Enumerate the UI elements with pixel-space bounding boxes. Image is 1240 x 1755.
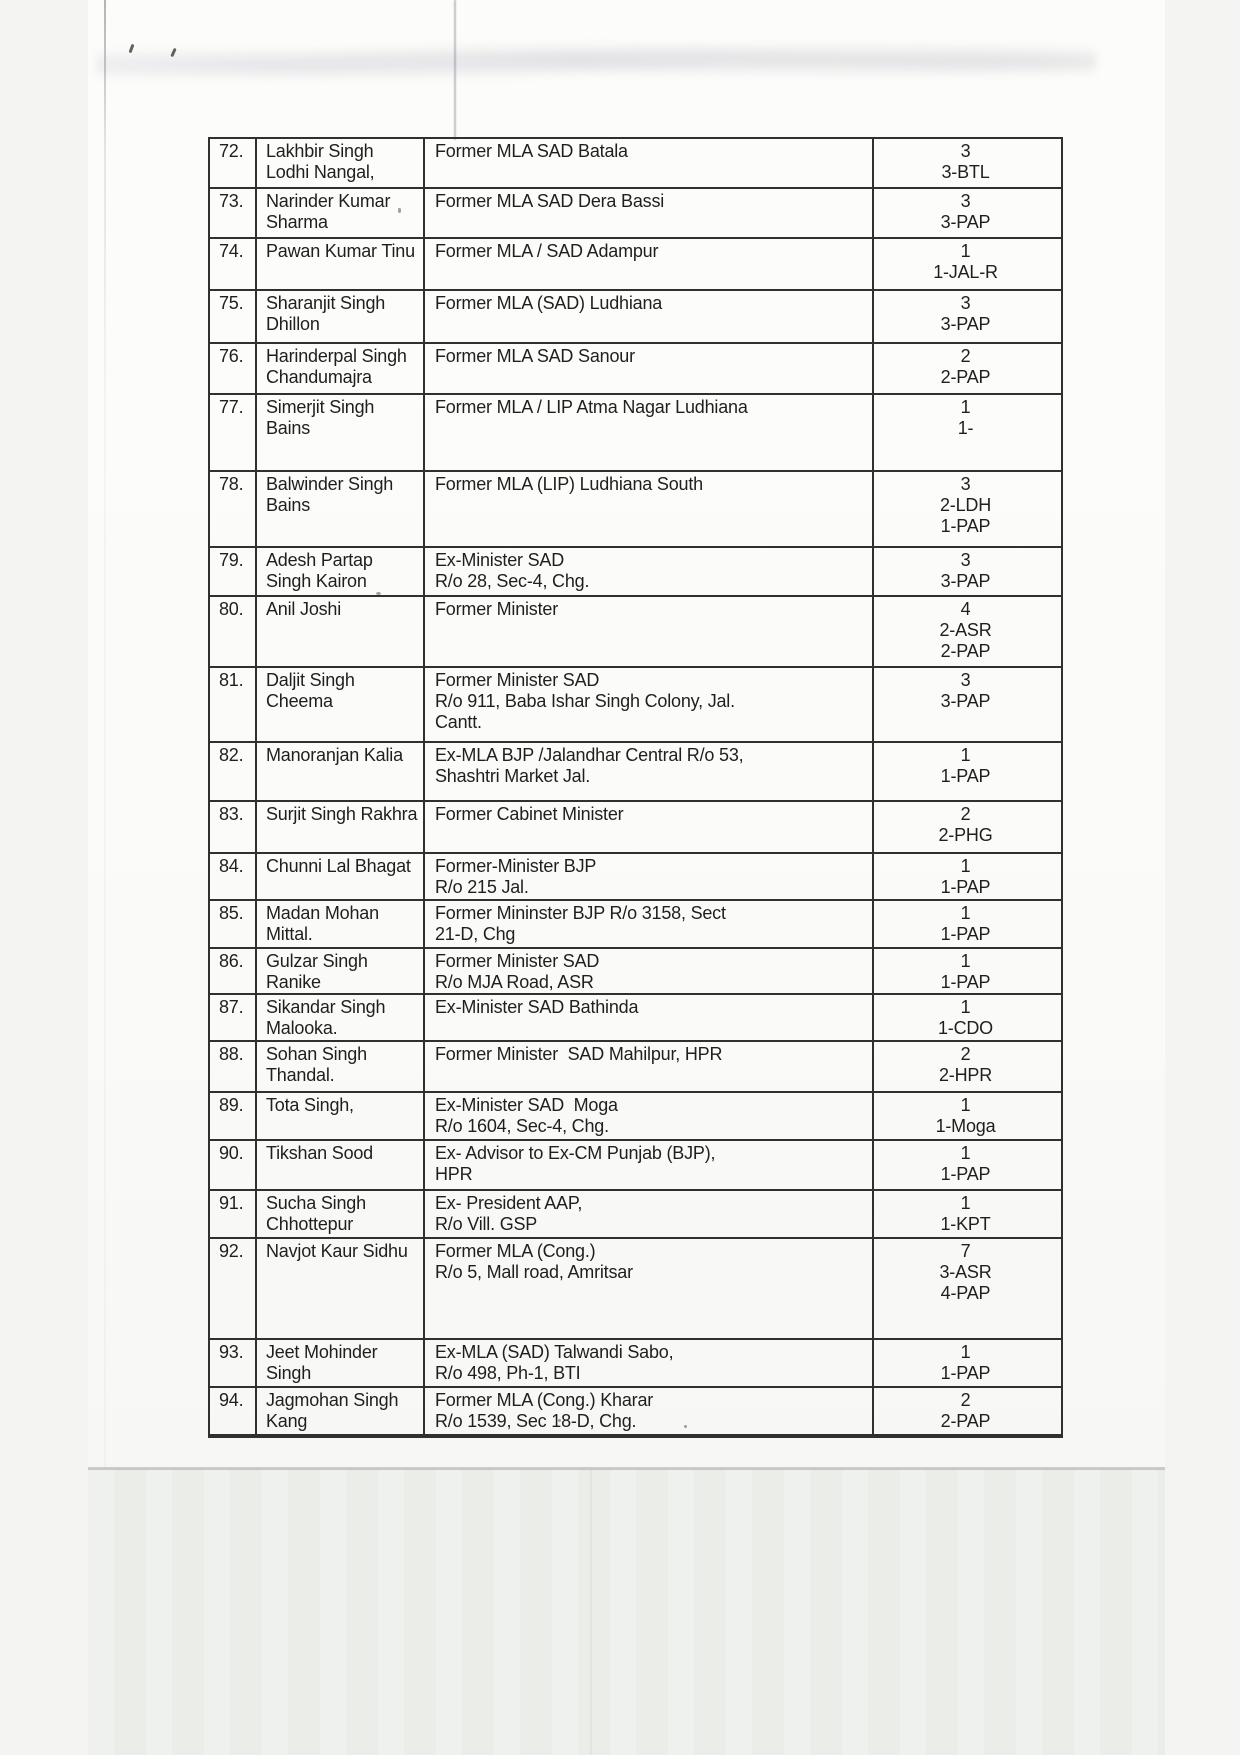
count-cell	[874, 291, 1057, 342]
count-cell	[874, 1141, 1057, 1189]
table-row	[210, 743, 1061, 802]
serial-line: 78.	[219, 474, 244, 494]
serial-cell	[210, 743, 257, 800]
name-cell	[257, 1340, 425, 1386]
name-line: Manoranjan Kalia	[266, 745, 403, 765]
count-line: 1-PAP	[940, 1363, 991, 1383]
description-cell	[425, 854, 874, 899]
name-cell	[257, 291, 425, 342]
name-line: Tota Singh,	[266, 1095, 354, 1115]
description-cell	[425, 1093, 874, 1139]
count-line: 3	[960, 293, 971, 313]
name-line: Tikshan Sood	[266, 1143, 373, 1163]
count-line: 1	[960, 1095, 971, 1115]
name-line: Singh Kairon	[266, 571, 367, 591]
name-cell	[257, 1042, 425, 1091]
name-cell	[257, 854, 425, 899]
description-line: Former Minister SAD	[435, 951, 600, 971]
table-row	[210, 395, 1061, 472]
count-line: 1	[960, 1342, 971, 1362]
count-line: 1-Moga	[935, 1116, 996, 1136]
serial-line: 93.	[219, 1342, 244, 1362]
scanner-backing	[88, 1469, 1165, 1755]
count-cell	[874, 139, 1057, 187]
serial-line: 83.	[219, 804, 244, 824]
description-cell	[425, 597, 874, 666]
description-cell	[425, 668, 874, 741]
serial-line: 89.	[219, 1095, 244, 1115]
table-row	[210, 548, 1061, 597]
description-line: R/o 911, Baba Ishar Singh Colony, Jal.	[435, 691, 735, 711]
serial-cell	[210, 344, 257, 393]
description-line: Ex- Advisor to Ex-CM Punjab (BJP),	[435, 1143, 716, 1163]
count-line: 3	[960, 191, 971, 211]
serial-line: 88.	[219, 1044, 244, 1064]
count-cell	[874, 901, 1057, 947]
count-line: 1-JAL-R	[933, 262, 998, 282]
count-cell	[874, 597, 1057, 666]
name-line: Pawan Kumar Tinu	[266, 241, 415, 261]
count-line: 1	[960, 241, 971, 261]
name-cell	[257, 139, 425, 187]
name-line: Lodhi Nangal,	[266, 162, 375, 182]
description-line: Former Mininster BJP R/o 3158, Sect	[435, 903, 726, 923]
serial-cell	[210, 291, 257, 342]
name-line: Mittal.	[266, 924, 313, 944]
description-line: R/o 215 Jal.	[435, 877, 529, 897]
serial-line: 85.	[219, 903, 244, 923]
description-line: Shashtri Market Jal.	[435, 766, 591, 786]
backing-crease-line	[590, 1470, 592, 1755]
count-cell	[874, 1191, 1057, 1237]
name-line: Cheema	[266, 691, 333, 711]
table-row	[210, 668, 1061, 743]
count-line: 1	[960, 903, 971, 923]
name-line: Chhottepur	[266, 1214, 354, 1234]
count-line: 1	[960, 1143, 971, 1163]
description-line: R/o 5, Mall road, Amritsar	[435, 1262, 633, 1282]
serial-cell	[210, 239, 257, 289]
count-line: 1-PAP	[940, 877, 991, 897]
name-line: Anil Joshi	[266, 599, 342, 619]
table-row	[210, 995, 1061, 1042]
count-line: 1	[960, 997, 971, 1017]
count-line: 3	[960, 550, 971, 570]
table-row	[210, 189, 1061, 239]
name-cell	[257, 1388, 425, 1434]
serial-line: 84.	[219, 856, 244, 876]
serial-line: 77.	[219, 397, 244, 417]
count-line: 3	[960, 141, 971, 161]
description-line: R/o 1604, Sec-4, Chg.	[435, 1116, 609, 1136]
name-line: Dhillon	[266, 314, 320, 334]
description-cell	[425, 901, 874, 947]
count-line: 4	[960, 599, 971, 619]
name-cell	[257, 1141, 425, 1189]
count-line: 1-PAP	[940, 924, 991, 944]
count-cell	[874, 395, 1057, 470]
name-cell	[257, 395, 425, 470]
description-cell	[425, 1239, 874, 1338]
count-line: 7	[960, 1241, 971, 1261]
description-cell	[425, 239, 874, 289]
serial-cell	[210, 548, 257, 595]
description-line: Cantt.	[435, 712, 482, 732]
scan-smudge-band	[96, 38, 1096, 82]
description-line: Former MLA SAD Dera Bassi	[435, 191, 665, 211]
count-line: 1-PAP	[940, 766, 991, 786]
name-line: Sharma	[266, 212, 328, 232]
table-row	[210, 472, 1061, 548]
description-cell	[425, 949, 874, 993]
description-cell	[425, 291, 874, 342]
count-cell	[874, 995, 1057, 1040]
count-line: 2-HPR	[938, 1065, 992, 1085]
count-cell	[874, 239, 1057, 289]
count-line: 3-BTL	[941, 162, 990, 182]
count-cell	[874, 1340, 1057, 1386]
serial-cell	[210, 1093, 257, 1139]
description-line: Ex-MLA BJP /Jalandhar Central R/o 53,	[435, 745, 744, 765]
serial-line: 87.	[219, 997, 244, 1017]
description-line: Former Cabinet Minister	[435, 804, 624, 824]
count-cell	[874, 1093, 1057, 1139]
description-line: Former MLA (LIP) Ludhiana South	[435, 474, 703, 494]
description-line: Former MLA / SAD Adampur	[435, 241, 659, 261]
description-line: Former-Minister BJP	[435, 856, 597, 876]
name-line: Singh	[266, 1363, 312, 1383]
count-line: 1	[960, 951, 971, 971]
name-line: Chandumajra	[266, 367, 372, 387]
description-cell	[425, 548, 874, 595]
count-cell	[874, 743, 1057, 800]
name-line: Sharanjit Singh	[266, 293, 386, 313]
description-cell	[425, 395, 874, 470]
description-cell	[425, 139, 874, 187]
description-line: Former MLA SAD Sanour	[435, 346, 635, 366]
table-row	[210, 1042, 1061, 1093]
count-line: 2-PAP	[940, 641, 991, 661]
count-line: 2	[960, 346, 971, 366]
table-row	[210, 901, 1061, 949]
serial-line: 91.	[219, 1193, 244, 1213]
count-line: 2-PAP	[940, 367, 991, 387]
name-line: Sikandar Singh	[266, 997, 386, 1017]
serial-line: 76.	[219, 346, 244, 366]
description-line: Former Minister	[435, 599, 559, 619]
serial-line: 75.	[219, 293, 244, 313]
count-line: 3-ASR	[939, 1262, 992, 1282]
description-line: R/o MJA Road, ASR	[435, 972, 594, 992]
count-line: 3	[960, 670, 971, 690]
count-cell	[874, 802, 1057, 852]
count-line: 1	[960, 1193, 971, 1213]
serial-line: 74.	[219, 241, 244, 261]
count-cell	[874, 1239, 1057, 1338]
table-row	[210, 139, 1061, 189]
name-line: Thandal.	[266, 1065, 335, 1085]
count-line: 2-PHG	[938, 825, 993, 845]
count-line: 1-KPT	[940, 1214, 991, 1234]
table-row	[210, 344, 1061, 395]
count-cell	[874, 189, 1057, 237]
description-line: R/o Vill. GSP	[435, 1214, 538, 1234]
description-cell	[425, 1141, 874, 1189]
count-line: 2-PAP	[940, 1411, 991, 1431]
description-cell	[425, 802, 874, 852]
table-row	[210, 1093, 1061, 1141]
name-line: Narinder Kumar	[266, 191, 391, 211]
description-cell	[425, 344, 874, 393]
serial-cell	[210, 1239, 257, 1338]
description-cell	[425, 472, 874, 546]
table-row	[210, 597, 1061, 668]
count-line: 1	[960, 856, 971, 876]
count-cell	[874, 1388, 1057, 1434]
description-line: Ex-MLA (SAD) Talwandi Sabo,	[435, 1342, 674, 1362]
name-cell	[257, 949, 425, 993]
name-line: Bains	[266, 495, 311, 515]
name-line: Chunni Lal Bhagat	[266, 856, 411, 876]
description-line: Former MLA (Cong.)	[435, 1241, 596, 1261]
serial-cell	[210, 1141, 257, 1189]
fold-crease-line	[454, 0, 456, 140]
count-line: 1-PAP	[940, 516, 991, 536]
serial-line: 82.	[219, 745, 244, 765]
description-line: Former MLA / LIP Atma Nagar Ludhiana	[435, 397, 748, 417]
count-cell	[874, 1042, 1057, 1091]
count-line: 1-CDO	[937, 1018, 993, 1038]
count-line: 3-PAP	[940, 212, 991, 232]
description-line: R/o 498, Ph-1, BTI	[435, 1363, 581, 1383]
name-line: Balwinder Singh	[266, 474, 394, 494]
serial-cell	[210, 395, 257, 470]
description-cell	[425, 743, 874, 800]
mla-table	[208, 137, 1063, 1438]
serial-line: 72.	[219, 141, 244, 161]
description-cell	[425, 995, 874, 1040]
mla-table-body	[210, 139, 1061, 1436]
serial-cell	[210, 802, 257, 852]
name-cell	[257, 472, 425, 546]
serial-cell	[210, 854, 257, 899]
name-cell	[257, 239, 425, 289]
serial-line: 92.	[219, 1241, 244, 1261]
serial-line: 73.	[219, 191, 244, 211]
name-line: Malooka.	[266, 1018, 338, 1038]
table-row	[210, 802, 1061, 854]
count-line: 1	[960, 745, 971, 765]
serial-cell	[210, 189, 257, 237]
description-cell	[425, 1388, 874, 1434]
name-cell	[257, 743, 425, 800]
serial-line: 90.	[219, 1143, 244, 1163]
serial-cell	[210, 472, 257, 546]
serial-cell	[210, 1388, 257, 1434]
table-row	[210, 291, 1061, 344]
description-line: R/o 28, Sec-4, Chg.	[435, 571, 590, 591]
name-line: Kang	[266, 1411, 308, 1431]
count-line: 3	[960, 474, 971, 494]
count-cell	[874, 668, 1057, 741]
name-line: Bains	[266, 418, 311, 438]
name-line: Jagmohan Singh	[266, 1390, 399, 1410]
description-cell	[425, 1191, 874, 1237]
count-line: 1-	[957, 418, 974, 438]
description-line: 21-D, Chg	[435, 924, 516, 944]
name-cell	[257, 668, 425, 741]
name-cell	[257, 548, 425, 595]
count-line: 3-PAP	[940, 571, 991, 591]
name-line: Navjot Kaur Sidhu	[266, 1241, 408, 1261]
serial-cell	[210, 995, 257, 1040]
table-row	[210, 1340, 1061, 1388]
description-cell	[425, 189, 874, 237]
count-line: 3-PAP	[940, 314, 991, 334]
serial-cell	[210, 1191, 257, 1237]
count-line: 2-LDH	[939, 495, 991, 515]
count-line: 3-PAP	[940, 691, 991, 711]
name-cell	[257, 802, 425, 852]
count-cell	[874, 949, 1057, 993]
description-line: Ex-Minister SAD	[435, 550, 565, 570]
description-line: Former Minister SAD Mahilpur, HPR	[435, 1044, 723, 1064]
description-line: Former MLA (SAD) Ludhiana	[435, 293, 663, 313]
name-line: Madan Mohan	[266, 903, 379, 923]
name-cell	[257, 1239, 425, 1338]
serial-line: 94.	[219, 1390, 244, 1410]
description-line: Ex- President AAP,	[435, 1193, 583, 1213]
serial-cell	[210, 949, 257, 993]
table-row	[210, 1388, 1061, 1436]
name-cell	[257, 1191, 425, 1237]
count-line: 2	[960, 804, 971, 824]
name-line: Simerjit Singh	[266, 397, 375, 417]
name-line: Gulzar Singh	[266, 951, 368, 971]
serial-line: 80.	[219, 599, 244, 619]
description-line: Ex-Minister SAD Moga	[435, 1095, 618, 1115]
serial-cell	[210, 1340, 257, 1386]
table-row	[210, 239, 1061, 291]
count-cell	[874, 854, 1057, 899]
description-line: Ex-Minister SAD Bathinda	[435, 997, 639, 1017]
name-cell	[257, 995, 425, 1040]
count-line: 1-PAP	[940, 1164, 991, 1184]
serial-cell	[210, 597, 257, 666]
description-line: Former MLA SAD Batala	[435, 141, 628, 161]
description-cell	[425, 1340, 874, 1386]
name-line: Adesh Partap	[266, 550, 373, 570]
name-cell	[257, 901, 425, 947]
description-line: Former MLA (Cong.) Kharar	[435, 1390, 654, 1410]
serial-cell	[210, 139, 257, 187]
description-line: HPR	[435, 1164, 473, 1184]
count-cell	[874, 548, 1057, 595]
name-line: Sohan Singh	[266, 1044, 367, 1064]
table-row	[210, 949, 1061, 995]
count-line: 1	[960, 397, 971, 417]
description-line: R/o 1539, Sec 18-D, Chg.	[435, 1411, 637, 1431]
count-line: 4-PAP	[940, 1283, 991, 1303]
serial-cell	[210, 668, 257, 741]
name-cell	[257, 597, 425, 666]
count-line: 2	[960, 1044, 971, 1064]
serial-line: 86.	[219, 951, 244, 971]
count-cell	[874, 472, 1057, 546]
page-left-edge	[104, 0, 106, 1469]
serial-cell	[210, 1042, 257, 1091]
description-cell	[425, 1042, 874, 1091]
name-cell	[257, 189, 425, 237]
name-cell	[257, 344, 425, 393]
name-line: Surjit Singh Rakhra	[266, 804, 418, 824]
count-cell	[874, 344, 1057, 393]
count-line: 1-PAP	[940, 972, 991, 992]
table-row	[210, 854, 1061, 901]
name-line: Jeet Mohinder	[266, 1342, 378, 1362]
name-line: Harinderpal Singh	[266, 346, 407, 366]
serial-line: 79.	[219, 550, 244, 570]
table-row	[210, 1239, 1061, 1340]
count-line: 2-ASR	[939, 620, 992, 640]
serial-line: 81.	[219, 670, 244, 690]
description-line: Former Minister SAD	[435, 670, 600, 690]
serial-cell	[210, 901, 257, 947]
name-line: Ranike	[266, 972, 321, 992]
name-line: Daljit Singh	[266, 670, 355, 690]
table-row	[210, 1141, 1061, 1191]
name-cell	[257, 1093, 425, 1139]
name-line: Lakhbir Singh	[266, 141, 374, 161]
table-row	[210, 1191, 1061, 1239]
count-line: 2	[960, 1390, 971, 1410]
name-line: Sucha Singh	[266, 1193, 366, 1213]
